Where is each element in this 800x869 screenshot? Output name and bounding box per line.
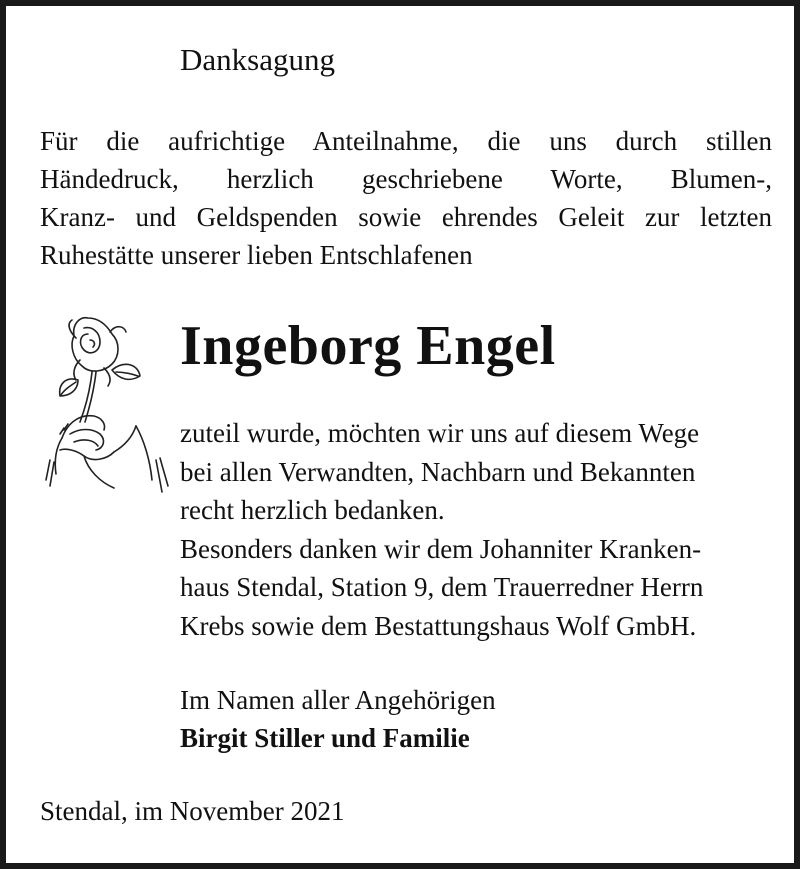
signoff-line: Im Namen aller Angehörigen xyxy=(180,685,496,715)
intro-line: Kranz- und Geldspenden sowie ehrendes Geleit zur letzten xyxy=(40,202,772,232)
signoff-block xyxy=(180,681,496,757)
rose-in-hand-icon xyxy=(40,310,170,500)
intro-line: Händedruck, herzlich geschriebene Worte, Blumen-, xyxy=(40,164,772,194)
body-paragraph xyxy=(180,414,772,645)
deceased-name: Ingeborg Engel xyxy=(180,315,556,377)
intro-paragraph xyxy=(40,122,772,274)
signature: Birgit Stiller und Familie xyxy=(180,723,470,753)
intro-line: Ruhestätte unserer lieben Entschlafenen xyxy=(40,240,473,270)
intro-line: Für die aufrichtige Anteilnahme, die uns durch stillen xyxy=(40,126,772,156)
body-line: zuteil wurde, möchten wir uns auf diesem Wege xyxy=(180,418,700,448)
body-line: Krebs sowie dem Bestattungshaus Wolf GmbH. xyxy=(180,610,697,641)
body-line: haus Stendal, Station 9, dem Trauerredner Herrn xyxy=(180,572,704,602)
place-date-line: Stendal, im November 2021 xyxy=(40,796,345,826)
body-line: bei allen Verwandten, Nachbarn und Bekannten xyxy=(180,456,696,487)
notice-heading: Danksagung xyxy=(180,42,335,77)
body-line: recht herzlich bedanken. xyxy=(180,495,445,525)
body-line: Besonders danken wir dem Johanniter Kranken- xyxy=(180,533,702,564)
